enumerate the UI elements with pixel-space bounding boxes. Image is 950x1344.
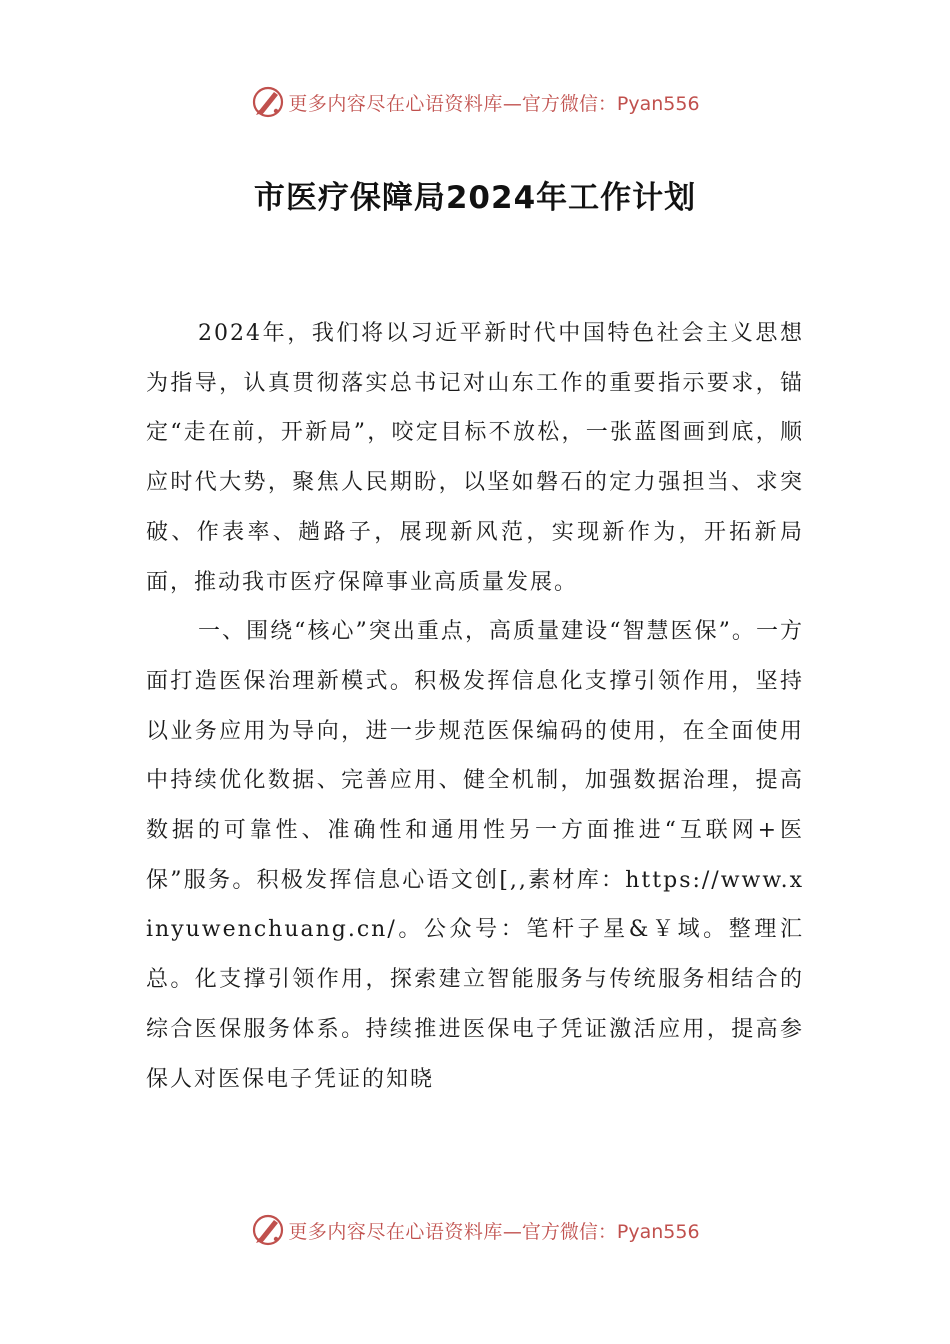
header-banner [0,82,950,122]
banner-brand-text: 更多内容尽在心语资料库 [288,92,503,115]
paragraph-section-1: 一、围绕“核心”突出重点，高质量建设“智慧医保”。一方面打造医保治理新模式。积极发挥信息化支撑引领作用，坚持以业务应用为导向，进一步规范医保编码的使用，在全面使用中持续优化数据、完善应用、健全机制，加强数据治理，提高数据的可靠性、准确性和通用性另一方面推进“互联网+医保”服务。积极发挥信息心语文创[,,素材库：https://www.xinyuwenchuang.cn/。公众号：笔杆子星&￥域。整理汇总。化支撑引领作用，探索建立智能服务与传统服务相结合的综合医保服务体系。持续推进医保电子凭证激活应用，提高参保人对医保电子凭证的知晓 [146,619,804,1092]
banner-contact-text: —官方微信：Pyan556 [502,1220,700,1243]
footer-banner [0,1210,950,1250]
document-title: 市医疗保障局2024年工作计划 [253,180,697,216]
pen-logo-icon [250,84,286,120]
banner-brand-text: 更多内容尽在心语资料库 [288,1220,503,1243]
document-body [146,309,804,1104]
paragraph-intro: 2024年，我们将以习近平新时代中国特色社会主义思想为指导，认真贯彻落实总书记对山东工作的重要指示要求，锚定“走在前，开新局”，咬定目标不放松，一张蓝图画到底，顺应时代大势，聚焦人民期盼，以坚如磐石的定力强担当、求突破、作表率、趟路子，展现新风范，实现新作为，开拓新局面，推动我市医疗保障事业高质量发展。 [146,321,804,595]
banner-contact-text: —官方微信：Pyan556 [502,92,700,115]
pen-logo-icon [250,1212,286,1248]
